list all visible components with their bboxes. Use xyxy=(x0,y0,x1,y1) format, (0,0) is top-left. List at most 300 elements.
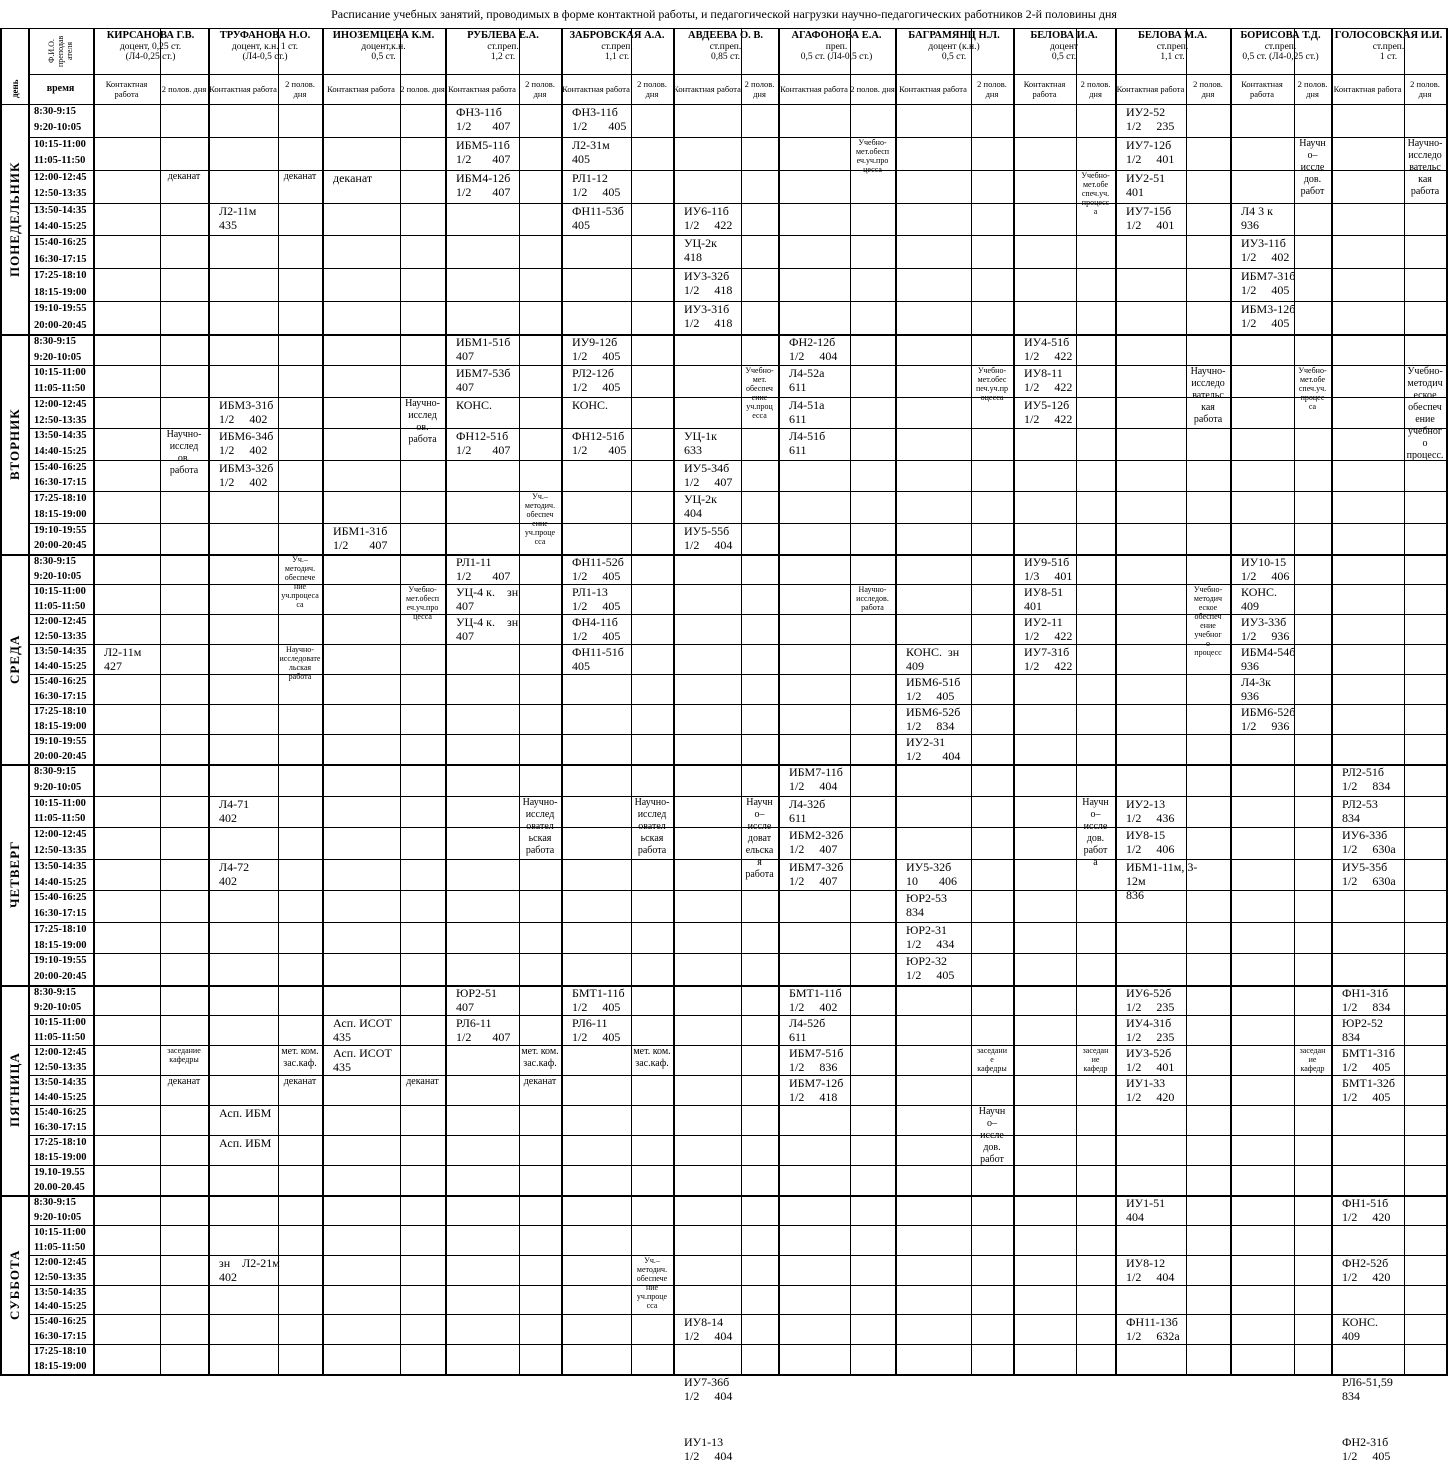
teacher-position: ст.преп. xyxy=(487,42,519,52)
grid-line xyxy=(1186,28,1187,1374)
sub-half-header: 2 полов. дня xyxy=(400,84,445,94)
schedule-entry: ИУ1-13 1/2 404 xyxy=(684,1435,733,1463)
schedule-entry: Асп. ИСОТ 435 xyxy=(333,1016,392,1044)
schedule-entry: ИБМ6-34б 1/2 402 xyxy=(219,429,274,457)
teacher-header xyxy=(1331,30,1446,74)
teacher-name: БОРИСОВА Т.Д. xyxy=(1240,30,1321,41)
grid-line xyxy=(519,28,520,1374)
time-slot: 8:30-9:15 xyxy=(34,556,76,567)
sub-half-header: 2 полов. дня xyxy=(850,84,895,94)
schedule-entry: ФН2-12б 1/2 404 xyxy=(789,335,838,363)
schedule-entry: ИУ7-12б 1/2 401 xyxy=(1126,138,1175,166)
schedule-entry: Научно- исследо вательс кая работа xyxy=(1190,366,1226,425)
time-slot: 14:40-15:25 xyxy=(34,877,87,888)
schedule-entry: заседание кафедры xyxy=(167,1046,201,1064)
page-title: Расписание учебных занятий, проводимых в форме контактной работы, и педагогической нагрузки научно-педагогических работников 2-й половины дня xyxy=(331,7,1117,21)
schedule-entry: заседани е кафедры xyxy=(977,1046,1007,1073)
time-slot: 16:30-17:15 xyxy=(34,477,87,488)
time-slot: 11:05-11:50 xyxy=(34,601,86,612)
schedule-entry: ФН11-13б 1/2 632а xyxy=(1126,1315,1180,1343)
teacher-position: ст.преп. xyxy=(601,42,633,52)
schedule-entry: Научно- исследо вательс кая работа xyxy=(1407,138,1443,197)
teacher-position: доцент xyxy=(1049,42,1079,52)
schedule-entry: Л2-31м 405 xyxy=(572,138,610,166)
time-slot: 13:50-14:35 xyxy=(34,861,87,872)
time-slot: 11:05-11:50 xyxy=(34,383,86,394)
schedule-entry: ИБМ7-11б 1/2 404 xyxy=(789,765,843,793)
sub-half-header: 2 полов. дня xyxy=(161,84,207,94)
schedule-entry: КОНС. xyxy=(572,398,609,412)
schedule-entry: КОНС. xyxy=(456,398,493,412)
grid-line xyxy=(631,28,632,1374)
time-slot: 17:25-18:10 xyxy=(34,706,87,717)
schedule-entry: ИУ1-33 1/2 420 xyxy=(1126,1076,1175,1104)
teacher-name: ЗАБРОВСКАЯ А.А. xyxy=(569,30,665,41)
schedule-entry: ИУ8-14 1/2 404 xyxy=(684,1315,733,1343)
time-slot: 12:50-13:35 xyxy=(34,415,87,426)
schedule-entry: БМТ1-32б 1/2 405 xyxy=(1342,1076,1395,1104)
day-label: ВТОРНИК xyxy=(7,408,22,480)
schedule-entry: Л4-3к 936 xyxy=(1241,675,1271,703)
schedule-entry: ФН2-52б 1/2 420 xyxy=(1342,1256,1391,1284)
time-slot: 15:40-16:25 xyxy=(34,1107,87,1118)
grid-line xyxy=(741,28,742,1374)
sub-half-header: 2 полов. дня xyxy=(525,79,555,99)
schedule-entry: РЛ2-53 834 xyxy=(1342,797,1378,825)
time-slot: 9:20-10:05 xyxy=(34,782,82,793)
time-slot: 12:00-12:45 xyxy=(34,829,87,840)
schedule-entry: Учебно- мет.обесп еч.уч.про цесса xyxy=(405,585,440,621)
schedule-entry: зн Л2-21м 402 xyxy=(219,1256,280,1284)
teacher-rate: (Л4-0,5 ст.) xyxy=(242,52,288,62)
schedule-entry: ИБМ7-31б 1/2 405 xyxy=(1241,269,1296,297)
sub-contact-header: Контактная работа xyxy=(1023,79,1066,99)
time-slot: 12:00-12:45 xyxy=(34,172,87,183)
time-slot: 14:40-15:25 xyxy=(34,1301,87,1312)
schedule-entry: ФН12-51б 1/2 405 xyxy=(572,429,627,457)
time-slot: 15:40-16:25 xyxy=(34,462,87,473)
schedule-entry: ИУ8-51 401 xyxy=(1024,585,1064,613)
grid-line xyxy=(445,28,447,1374)
time-slot: 12:00-12:45 xyxy=(34,399,87,410)
schedule-entry: ИУ6-52б 1/2 235 xyxy=(1126,986,1175,1014)
grid-line xyxy=(400,28,401,1374)
time-slot: 9:20-10:05 xyxy=(34,1212,82,1223)
time-slot: 11:05-11:50 xyxy=(34,1242,86,1253)
schedule-entry: Уч.– методич. обеспече ние уч.процеса са xyxy=(281,555,319,609)
fio-header: Ф.И.О. преподав ателя xyxy=(47,35,74,67)
schedule-entry: ИБМ3-32б 1/2 402 xyxy=(219,461,274,489)
schedule-entry: Научно- исследов. работа xyxy=(856,585,889,612)
schedule-entry: ФН12-51б 1/2 407 xyxy=(456,429,511,457)
time-slot: 10:15-11:00 xyxy=(34,1227,86,1238)
schedule-entry: деканат xyxy=(333,171,373,185)
schedule-entry: ИБМ4-12б 1/2 407 xyxy=(456,171,511,199)
teacher-name: АГАФОНОВА Е.А. xyxy=(791,30,882,41)
schedule-entry: ИБМ7-51б 1/2 836 xyxy=(789,1046,844,1074)
grid-line xyxy=(28,1075,1448,1076)
time-slot: 14:40-15:25 xyxy=(34,221,87,232)
schedule-entry: Учебно- мет.обесп еч.уч.про цесса xyxy=(855,138,890,174)
schedule-entry: ФН4-11б 1/2 405 xyxy=(572,615,621,643)
time-slot: 20:00-20:45 xyxy=(34,971,87,982)
sub-half-header: 2 полов. дня xyxy=(1410,79,1440,99)
schedule-entry: ФН11-53б 405 xyxy=(572,204,624,232)
schedule-entry: мет. ком. зас.каф. xyxy=(633,1046,671,1069)
sub-contact-header: Контактная работа xyxy=(209,84,277,94)
schedule-entry: ИУ3-31б 1/2 418 xyxy=(684,302,733,330)
time-slot: 16:30-17:15 xyxy=(34,1331,87,1342)
grid-line xyxy=(0,1195,1448,1197)
schedule-entry: ИБМ6-51б 1/2 405 xyxy=(906,675,961,703)
schedule-entry: Л4-51б 611 xyxy=(789,429,826,457)
schedule-entry: Учебно- мет. обеспеч ение уч.проц есса xyxy=(745,366,774,420)
teacher-rate: 0,85 ст. xyxy=(710,52,741,62)
teacher-name: БЕЛОВА И.А. xyxy=(1030,30,1098,41)
teacher-position: доцент, 0,25 ст. xyxy=(119,42,182,52)
schedule-entry: ИБМ1-31б 1/2 407 xyxy=(333,524,388,552)
schedule-entry: Научн о– иссле доват ельска я работа xyxy=(745,797,774,880)
sub-half-header: 2 полов. дня xyxy=(637,79,667,99)
schedule-entry: ИУ5-34б 1/2 407 xyxy=(684,461,733,489)
schedule-entry: ФН1-51б 1/2 420 xyxy=(1342,1196,1391,1224)
teacher-position: доцент, к.н. 1 ст. xyxy=(231,42,299,52)
schedule-entry: деканат xyxy=(167,1076,201,1087)
time-slot: 18:15-19:00 xyxy=(34,287,87,298)
time-slot: 14:40-15:25 xyxy=(34,661,87,672)
schedule-entry: ИБМ6-52б 1/2 834 xyxy=(906,705,961,733)
grid-line xyxy=(28,953,1448,954)
schedule-entry: ИУ9-51б 1/3 401 xyxy=(1024,555,1073,583)
schedule-entry: Асп. ИБМ xyxy=(219,1106,272,1120)
grid-line xyxy=(1076,28,1077,1374)
schedule-entry: Уч.– методич. обеспеч ение уч.проце сса xyxy=(524,492,556,546)
time-slot: 11:05-11:50 xyxy=(34,813,86,824)
schedule-entry: ФН3-11б 1/2 405 xyxy=(572,105,627,133)
teacher-header xyxy=(208,30,322,74)
time-slot: 18:15-19:00 xyxy=(34,721,87,732)
teacher-rate: 1,2 ст. xyxy=(490,52,516,62)
teacher-name: БАГРАМЯНЦ Н.Л. xyxy=(908,30,1000,41)
sub-contact-header: Контактная работа xyxy=(105,79,148,99)
time-slot: 8:30-9:15 xyxy=(34,766,76,777)
time-slot: 11:05-11:50 xyxy=(34,1032,86,1043)
schedule-entry: ИУ4-51б 1/2 422 xyxy=(1024,335,1073,363)
sub-half-header: 2 полов. дня xyxy=(744,79,775,99)
schedule-entry: ФН3-11б 1/2 407 xyxy=(456,105,511,133)
schedule-entry: ФН2-31б 1/2 405 xyxy=(1342,1435,1391,1463)
grid-line xyxy=(28,1045,1448,1046)
schedule-entry: Учебно- мет.обе спеч.уч. процес са xyxy=(1298,366,1327,411)
sub-contact-header: Контактная работа xyxy=(899,84,967,94)
schedule-entry: ИБМ2-32б 1/2 407 xyxy=(789,828,844,856)
sub-half-header: 2 полов. дня xyxy=(285,79,315,99)
schedule-entry: ЮР2-31 1/2 434 xyxy=(906,923,955,951)
schedule-entry: ИБМ7-12б 1/2 418 xyxy=(789,1076,844,1104)
schedule-entry: ИБМ5-11б 1/2 407 xyxy=(456,138,511,166)
time-slot: 18:15-19:00 xyxy=(34,1152,87,1163)
time-slot: 9:20-10:05 xyxy=(34,571,82,582)
schedule-entry: Научно- исслед овател ьская работа xyxy=(634,797,670,856)
grid-line xyxy=(778,28,780,1374)
teacher-header xyxy=(1013,30,1115,74)
teacher-rate: 0,5 ст. xyxy=(941,52,967,62)
teacher-rate: 0,5 ст. (Л4-0,5 ст.) xyxy=(800,52,873,62)
time-slot: 17:25-18:10 xyxy=(34,270,87,281)
time-slot: 12:50-13:35 xyxy=(34,1272,87,1283)
schedule-entry: ИБМ7-53б 407 xyxy=(456,366,511,394)
schedule-entry: Л4-32б 611 xyxy=(789,797,826,825)
schedule-entry: Л4 3 к 936 xyxy=(1241,204,1273,232)
time-slot: 19:10-19:55 xyxy=(34,736,87,747)
schedule-entry: ИУ8-11 1/2 422 xyxy=(1024,366,1073,394)
schedule-entry: БМТ1-11б 1/2 405 xyxy=(572,986,625,1014)
schedule-entry: деканат xyxy=(523,1076,557,1087)
teacher-position: ст.преп. xyxy=(709,42,742,52)
schedule-entry: ИБМ3-12б 1/2 405 xyxy=(1241,302,1296,330)
time-slot: 20:00-20:45 xyxy=(34,540,87,551)
schedule-entry: Уч.– методич. обеспече ние уч.проце сса xyxy=(636,1256,668,1310)
teacher-header xyxy=(778,30,895,74)
schedule-entry: ИУ2-11 1/2 422 xyxy=(1024,615,1073,643)
grid-line xyxy=(28,922,1448,923)
time-slot: 10:15-11:00 xyxy=(34,367,86,378)
day-label: ЧЕТВЕРГ xyxy=(7,840,22,909)
grid-line xyxy=(1294,28,1295,1374)
schedule-entry: Научно- исслед овател ьская работа xyxy=(522,797,558,856)
schedule-entry: деканат xyxy=(283,171,317,182)
teacher-position: ст.преп. xyxy=(1372,42,1405,52)
time-slot: 16:30-17:15 xyxy=(34,908,87,919)
grid-line xyxy=(28,1015,1448,1016)
grid-line xyxy=(93,28,95,1374)
time-slot: 20:00-20:45 xyxy=(34,751,87,762)
schedule-entry: ИУ8-12 1/2 404 xyxy=(1126,1256,1175,1284)
time-slot: 19:10-19:55 xyxy=(34,303,87,314)
schedule-entry: РЛ1-12 1/2 405 xyxy=(572,171,621,199)
schedule-entry: ИУ1-51 404 xyxy=(1126,1196,1166,1224)
schedule-entry: РЛ6-11 1/2 405 xyxy=(572,1016,621,1044)
sub-contact-header: Контактная работа xyxy=(562,84,630,94)
time-slot: 13:50-14:35 xyxy=(34,205,87,216)
schedule-entry: Научно- исслед ов. работа xyxy=(166,429,202,476)
schedule-entry: ИБМ1-51б 407 xyxy=(456,335,511,363)
schedule-entry: Асп. ИБМ xyxy=(219,1136,272,1150)
schedule-entry: Л4-71 402 xyxy=(219,797,250,825)
schedule-entry: деканат xyxy=(406,1076,439,1087)
teacher-header xyxy=(561,30,673,74)
time-slot: 15:40-16:25 xyxy=(34,892,87,903)
teacher-name: БЕЛОВА М.А. xyxy=(1137,30,1208,41)
teacher-header xyxy=(445,30,561,74)
day-label: ПОНЕДЕЛЬНИК xyxy=(7,161,22,277)
teacher-name: АВДЕЕВА О. В. xyxy=(687,30,763,41)
schedule-entry: Научн о– иссле дов. работ xyxy=(1299,138,1326,197)
schedule-entry: УЦ-2к 404 xyxy=(684,492,717,520)
time-slot: 10:15-11:00 xyxy=(34,798,86,809)
schedule-entry: КОНС. 409 xyxy=(1342,1315,1379,1343)
schedule-entry: ИУ8-15 1/2 406 xyxy=(1126,828,1175,856)
schedule-entry: Научн о– иссле дов. работ xyxy=(978,1106,1006,1165)
schedule-entry: БМТ1-11б 1/2 402 xyxy=(789,986,842,1014)
teacher-rate: 1,1 ст. xyxy=(604,52,630,62)
schedule-entry: ИУ5-12б 1/2 422 xyxy=(1024,398,1073,426)
schedule-entry: ИУ9-12б 1/2 405 xyxy=(572,335,621,363)
schedule-entry: мет. ком. зас.каф. xyxy=(521,1046,559,1069)
schedule-entry: РЛ2-12б 1/2 405 xyxy=(572,366,621,394)
schedule-entry: ИУ3-52б 1/2 401 xyxy=(1126,1046,1175,1074)
schedule-entry: ИУ2-51 401 xyxy=(1126,171,1166,199)
schedule-entry: РЛ2-51б 1/2 834 xyxy=(1342,765,1391,793)
teacher-name: РУБЛЕВА Е.А. xyxy=(467,30,539,41)
time-slot: 12:00-12:45 xyxy=(34,616,87,627)
schedule-entry: ФН11-51б 405 xyxy=(572,645,624,673)
schedule-entry: ИБМ4-54б 936 xyxy=(1241,645,1296,673)
time-slot: 12:50-13:35 xyxy=(34,1062,87,1073)
schedule-entry: ИБМ6-52б 1/2 936 xyxy=(1241,705,1296,733)
time-slot: 10:15-11:00 xyxy=(34,1017,86,1028)
time-slot: 8:30-9:15 xyxy=(34,1197,76,1208)
schedule-entry: Л2-11м 427 xyxy=(104,645,142,673)
schedule-entry: ИУ10-15 1/2 406 xyxy=(1241,555,1290,583)
time-slot: 12:50-13:35 xyxy=(34,845,87,856)
sub-contact-header: Контактная работа xyxy=(1241,79,1283,99)
sub-half-header: 2 полов. дня xyxy=(977,79,1007,99)
time-slot: 20.00-20.45 xyxy=(34,1182,85,1193)
day-label: ПЯТНИЦА xyxy=(7,1052,22,1128)
teacher-position: доцент (к.н.) xyxy=(928,42,980,52)
time-slot: 8:30-9:15 xyxy=(34,106,76,117)
schedule-entry: Учебно- мет.обе спеч.уч. процесс а xyxy=(1081,171,1110,216)
schedule-entry: РЛ6-11 1/2 407 xyxy=(456,1016,511,1044)
time-slot: 12:50-13:35 xyxy=(34,188,87,199)
schedule-entry: ИУ2-13 1/2 436 xyxy=(1126,797,1175,825)
teacher-position: ст.преп. xyxy=(1264,42,1297,52)
schedule-entry: деканат xyxy=(167,171,201,182)
schedule-entry: заседан ие кафедр xyxy=(1082,1046,1109,1073)
schedule-entry: ЮР2-53 834 xyxy=(906,891,948,919)
grid-line xyxy=(160,28,161,1374)
teacher-name: ГОЛОСОВСКАЯ И.И. xyxy=(1334,30,1443,41)
schedule-entry: БМТ1-31б 1/2 405 xyxy=(1342,1046,1395,1074)
grid-line xyxy=(1404,28,1405,1374)
time-slot: 16:30-17:15 xyxy=(34,691,87,702)
teacher-position: доцент,к.н. xyxy=(361,42,406,52)
schedule-entry: УЦ-4 к. зн 407 xyxy=(456,585,519,613)
time-slot: 8:30-9:15 xyxy=(34,336,76,347)
schedule-entry: ИБМ3-31б 1/2 402 xyxy=(219,398,274,426)
schedule-entry: заседан ие кафедр xyxy=(1299,1046,1326,1073)
schedule-entry: ИУ3-33б 1/2 936 xyxy=(1241,615,1290,643)
teacher-position: ст.преп. xyxy=(1156,42,1189,52)
sub-contact-header: Контактная работа xyxy=(1333,84,1402,94)
time-slot: 11:05-11:50 xyxy=(34,155,86,166)
time-slot: 12:50-13:35 xyxy=(34,631,87,642)
schedule-entry: Л2-11м 435 xyxy=(219,204,257,232)
teacher-rate: 0,5 ст. (Л4-0,25 ст.) xyxy=(1242,52,1319,62)
schedule-entry: деканат xyxy=(283,1076,317,1087)
time-header: время xyxy=(46,83,75,94)
schedule-entry: Л4-51а 611 xyxy=(789,398,825,426)
time-slot: 15:40-16:25 xyxy=(34,676,87,687)
grid-line xyxy=(322,28,324,1374)
time-slot: 15:40-16:25 xyxy=(34,237,87,248)
teacher-header xyxy=(673,30,778,74)
time-slot: 16:30-17:15 xyxy=(34,254,87,265)
time-slot: 17:25-18:10 xyxy=(34,924,87,935)
schedule-entry: ИБМ1-11м, 3- 12м 836 xyxy=(1126,860,1198,902)
time-slot: 20:00-20:45 xyxy=(34,320,87,331)
schedule-entry: ИУ5-35б 1/2 630а xyxy=(1342,860,1396,888)
time-slot: 10:15-11:00 xyxy=(34,139,86,150)
schedule-entry: Учебно- методич еское обеспеч ение учебног о процесс. xyxy=(1406,366,1444,461)
time-slot: 18:15-19:00 xyxy=(34,509,87,520)
schedule-entry: Л4-72 402 xyxy=(219,860,250,888)
sub-contact-header: Контактная работа xyxy=(673,84,741,94)
time-slot: 18:15-19:00 xyxy=(34,1361,87,1372)
schedule-entry: ФН1-31б 1/2 834 xyxy=(1342,986,1391,1014)
schedule-entry: ИУ5-55б 1/2 404 xyxy=(684,524,733,552)
time-slot: 12:00-12:45 xyxy=(34,1257,87,1268)
schedule-entry: ИУ7-31б 1/2 422 xyxy=(1024,645,1073,673)
grid-line xyxy=(28,365,1448,366)
time-slot: 9:20-10:05 xyxy=(34,1002,82,1013)
time-slot: 14:40-15:25 xyxy=(34,1092,87,1103)
time-slot: 19.10-19.55 xyxy=(34,1167,85,1178)
time-slot: 17:25-18:10 xyxy=(34,493,87,504)
schedule-entry: КОНС. 409 xyxy=(1241,585,1278,613)
schedule-entry: ФН11-52б 1/2 405 xyxy=(572,555,624,583)
schedule-entry: РЛ6-51,59 834 xyxy=(1342,1375,1393,1403)
grid-line xyxy=(0,985,1448,987)
schedule-entry: ИУ3-11б 1/2 402 xyxy=(1241,236,1290,264)
schedule-entry: ИУ2-31 1/2 404 xyxy=(906,735,961,763)
schedule-entry: Л4-52а 611 xyxy=(789,366,825,394)
sub-half-header: 2 полов. дня xyxy=(1297,79,1328,99)
schedule-entry: ИУ6-33б 1/2 630а xyxy=(1342,828,1396,856)
schedule-entry: РЛ1-13 1/2 405 xyxy=(572,585,621,613)
teacher-header xyxy=(93,30,208,74)
grid-line xyxy=(28,1225,1448,1226)
time-slot: 9:20-10:05 xyxy=(34,122,82,133)
time-slot: 9:20-10:05 xyxy=(34,352,82,363)
schedule-entry: УЦ-2к 418 xyxy=(684,236,717,264)
teacher-name: ИНОЗЕМЦЕВА К.М. xyxy=(332,30,435,41)
schedule-entry: Л4-52б 611 xyxy=(789,1016,826,1044)
time-slot: 13:50-14:35 xyxy=(34,646,87,657)
time-slot: 12:00-12:45 xyxy=(34,1047,87,1058)
sub-contact-header: Контактная работа xyxy=(327,84,395,94)
time-slot: 14:40-15:25 xyxy=(34,446,87,457)
day-header: день xyxy=(10,79,20,99)
schedule-entry: ИУ7-36б 1/2 404 xyxy=(684,1375,733,1403)
grid-line xyxy=(1013,28,1015,1374)
schedule-entry: ИУ2-52 1/2 235 xyxy=(1126,105,1175,133)
grid-line xyxy=(1331,28,1333,1374)
schedule-entry: Асп. ИСОТ 435 xyxy=(333,1046,392,1074)
schedule-entry: ИУ4-31б 1/2 235 xyxy=(1126,1016,1175,1044)
schedule-entry: КОНС. зн 409 xyxy=(906,645,960,673)
time-slot: 18:15-19:00 xyxy=(34,940,87,951)
schedule-entry: ИУ6-11б 1/2 422 xyxy=(684,204,733,232)
time-slot: 16:30-17:15 xyxy=(34,1122,87,1133)
grid-line xyxy=(850,28,851,1374)
teacher-rate: 0,5 ст. xyxy=(371,52,396,62)
schedule-entry: Учебно- мет.обес печ.уч.пр оцесса xyxy=(976,366,1008,402)
teacher-position: преп. xyxy=(825,42,848,52)
teacher-header xyxy=(1230,30,1331,74)
teacher-name: ТРУФАНОВА Н.О. xyxy=(219,30,311,41)
